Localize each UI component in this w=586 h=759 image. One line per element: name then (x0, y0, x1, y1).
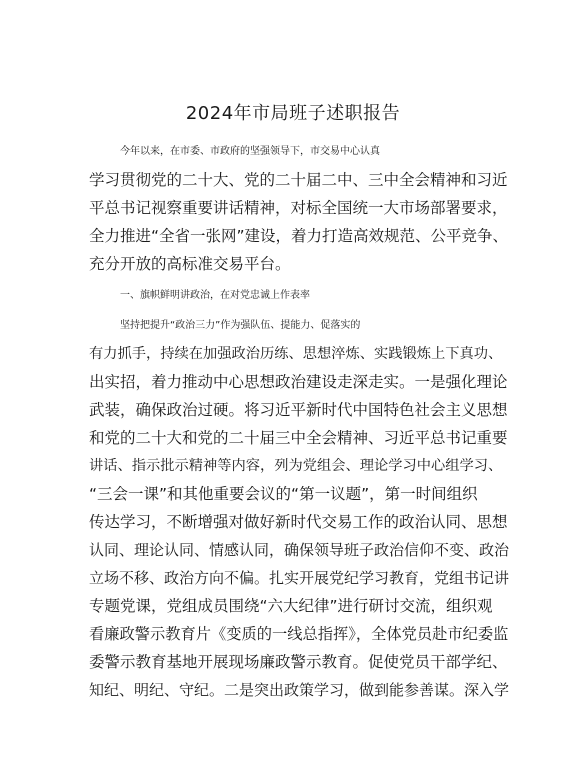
paragraph-line: 全力推进“全省一张网”建设，着力打造高效规范、公平竞争、 (89, 227, 509, 245)
paragraph-line: 委警示教育基地开展现场廉政警示教育。促使党员干部学纪、 (89, 653, 508, 671)
section-heading: 一、旗帜鲜明讲政治，在对党忠诚上作表率 (120, 290, 310, 301)
paragraph-line: 武装，确保政治过硬。将习近平新时代中国特色社会主义思想 (89, 401, 508, 419)
paragraph-line: 传达学习，不断增强对做好新时代交易工作的政治认同、思想 (89, 513, 508, 531)
paragraph-line: 学习贯彻党的二十大、党的二十届二中、三中全会精神和习近 (89, 171, 508, 189)
paragraph-line: 知纪、明纪、守纪。二是突出政策学习，做到能参善谋。深入学 (89, 681, 510, 699)
paragraph-line: 和党的二十大和党的二十届三中全会精神、习近平总书记重要 (89, 429, 508, 447)
paragraph-line: 平总书记视察重要讲话精神，对标全国统一大市场部署要求， (89, 199, 508, 217)
paragraph-line: 立场不移、政治方向不偏。扎实开展党纪学习教育，党组书记讲 (89, 569, 510, 587)
paragraph-line: “三会一课”和其他重要会议的“第一议题”，第一时间组织 (89, 485, 478, 503)
paragraph-line: 认同、理论认同、情感认同，确保领导班子政治信仰不变、政治 (89, 541, 510, 559)
paragraph-line: 看廉政警示教育片《变质的一线总指挥》，全体党员赴市纪委监 (89, 625, 509, 643)
paragraph-line: 坚持把提升“政治三力”作为强队伍、提能力、促落实的 (120, 320, 361, 331)
paragraph-line: 今年以来，在市委、市政府的坚强领导下，市交易中心认真 (120, 146, 380, 157)
paragraph-line: 有力抓手，持续在加强政治历练、思想淬炼、实践锻炼上下真功、 (89, 346, 503, 362)
paragraph-line: 出实招，着力推动中心思想政治建设走深走实。一是强化理论 (89, 373, 508, 391)
paragraph-line: 专题党课，党组成员围绕“六大纪律”进行研讨交流，组织观 (89, 597, 493, 615)
paragraph-line: 讲话、指示批示精神等内容，列为党组会、理论学习中心组学习、 (89, 458, 503, 474)
document-title: 2024年市局班子述职报告 (185, 103, 401, 124)
paragraph-line: 充分开放的高标准交易平台。 (89, 255, 291, 273)
